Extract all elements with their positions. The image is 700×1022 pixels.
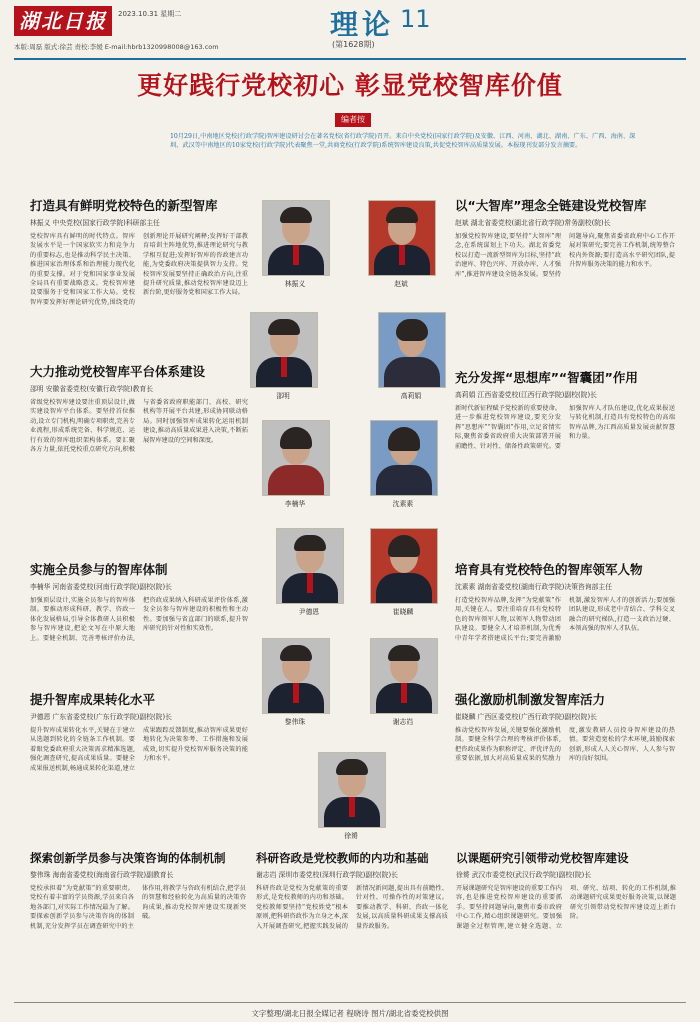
article-byline: 林振义 中央党校(国家行政学院)科研部主任 <box>30 219 160 227</box>
article-body: 推动党校智库发展,关键要强化激励机制。要健全科学合理的考核评价体系,把咨政成果作为职称评定、评优评先的重要依据,加大对高质量成果的奖励力度,激发教研人员投身智库建设的热情。要营造宽松的学术环境,鼓励探索创新,形成人人关心智库、人人参与智库的良好氛围。 <box>455 727 675 763</box>
main-headline: 更好践行党校初心 彰显党校智库价值 <box>137 71 563 100</box>
article-body: 提升智库成果转化水平,关键在于建立从选题到转化的全链条工作机制。要着眼党委政府重大决策需求精准选题,强化调查研究,提高成果质量。要健全成果报送机制,畅通成果转化渠道,建立成果跟踪反馈制度,推动智库成果更好地转化为决策参考、工作措施和发展成效,切实提升党校智库服务决策的能力和水平。 <box>30 727 248 772</box>
article-title: 强化激励机制激发智库活力 <box>455 692 606 707</box>
article-8 <box>455 690 675 840</box>
article-title: 打造具有鲜明党校特色的新型智库 <box>30 198 218 213</box>
portrait-name: 黎伟珠 <box>284 718 306 726</box>
newspaper-logo: 湖北日报 <box>14 6 112 36</box>
issue-number: (第1628期) <box>332 40 375 49</box>
article-byline: 徐赟 武汉市委党校(武汉行政学院)副校(院)长 <box>456 871 592 879</box>
article-9 <box>30 850 246 998</box>
article-body: 省级党校智库建设要注重顶层设计,做实建设智库平台体系。要坚持首位推动,设立专门机构,明确专项职责,完善专业流程,形成系统完备、科学规范、运行有效的智库组织架构体系。要汇聚各方力量,依托党校重点研究方向,积极与省委省政府职能部门、高校、研究机构等开展平台共建,形成协同联动格局。同时加强智库成果转化运用机制建设,推动高质量成果进入决策,不断拓展智库建设的空间和深度。 <box>30 399 248 454</box>
article-byline: 谢志岿 深圳市委党校(深圳行政学院)副校(院)长 <box>256 871 398 879</box>
article-6 <box>455 368 675 540</box>
portrait-photo <box>250 312 318 388</box>
article-4 <box>30 690 248 840</box>
article-2 <box>30 362 248 527</box>
masthead <box>0 0 700 64</box>
section-title: 理论 <box>330 8 395 41</box>
footer-credits: 文字整理/湖北日报全媒记者 程晓诗 图片/湖北省委党校供图 <box>251 1009 449 1018</box>
portrait-photo <box>262 200 330 276</box>
portrait-name: 沈素素 <box>392 500 414 508</box>
article-3 <box>30 560 248 680</box>
article-title: 培育具有党校特色的智库领军人物 <box>455 562 643 577</box>
article-title: 充分发挥“思想库”“智囊团”作用 <box>455 370 638 385</box>
portrait-name: 林振义 <box>284 280 306 288</box>
portrait-photo <box>370 528 438 604</box>
article-byline: 邵明 安徽省委党校(安徽行政学院)教育长 <box>30 385 154 393</box>
portrait-name: 高莉娟 <box>400 392 422 400</box>
article-byline: 沈素素 湖南省委党校(湖南行政学院)决策咨询部主任 <box>455 583 612 591</box>
portrait-photo <box>262 420 330 496</box>
article-body: 打造党校智库品牌,发挥“为党献策”作用,关键在人。要注重培育具有党校特色的智库领军人物,以领军人物带动团队建设。要健全人才培养机制,为优秀中青年学者搭建成长平台;要完善激励机制,激发智库人才的创新活力;要加强团队建设,形成老中青结合、学科交叉融合的研究梯队,打造一支政治过硬、本领高强的智库人才队伍。 <box>455 597 675 642</box>
portrait-photo <box>370 638 438 714</box>
article-title: 大力推动党校智库平台体系建设 <box>30 364 206 379</box>
masthead-rule <box>14 58 686 60</box>
article-body: 开展课题研究是智库建设的重要工作内容,也是推进党校智库建设的重要抓手。要坚持问题导向,聚焦市委市政府中心工作,精心组织课题研究。要加强课题全过程管理,建立健全选题、立项、研究、结项、转化的工作机制,推动课题研究成果更好服务决策,以课题研究引领带动党校智库建设迈上新台阶。 <box>456 885 676 930</box>
issue-date: 2023.10.31 星期二 <box>118 10 182 18</box>
article-7 <box>455 560 675 690</box>
portrait-name: 崔晓麟 <box>392 608 414 616</box>
article-byline: 尹德恩 广东省委党校(广东行政学院)副校(院)长 <box>30 713 172 721</box>
article-5 <box>455 196 675 364</box>
article-title: 以“大智库”理念全链建设党校智库 <box>455 198 647 213</box>
footer-rule <box>14 1002 686 1003</box>
portrait-name: 尹德恩 <box>298 608 320 616</box>
article-body: 新时代新征程赋予党校新的重要使命。进一步推进党校智库建设,要充分发挥“思想库”“智囊团”作用,立足省情实际,聚焦省委省政府重大决策部署开展前瞻性、针对性、储备性政策研究。要加强智库人才队伍建设,优化成果报送与转化机制,打造具有党校特色的高端智库品牌,为江西高质量发展贡献智慧和力量。 <box>455 405 675 450</box>
page-number: 11 <box>400 5 431 33</box>
portrait-name: 李楠华 <box>284 500 306 508</box>
portrait-photo <box>262 638 330 714</box>
article-10 <box>256 850 448 998</box>
article-title: 以课题研究引领带动党校智库建设 <box>456 851 629 865</box>
article-byline: 崔晓麟 广西区委党校(广西行政学院)副校(院)长 <box>455 713 597 721</box>
editor-note-text: 10月29日,中南地区党校(行政学院)智库建设研讨会在著名党校(省行政学院)召开。来自中央党校(国家行政学院)及安徽、江西、河南、湖北、湖南、广东、广西、海南、深圳、武汉等中南地区的10家党校(行政学院)代表聚焦一堂,共商党校(行政学院)系统智库建设良策,共促党校智库高质量发展。本报现刊发部分发言摘要。 <box>170 133 636 150</box>
article-body: 科研咨政是党校为党献策的重要形式,是党校教师的内功和基础。党校教师要坚持“党校姓党”根本原则,把科研咨政作为立身之本,深入开展调查研究,把握实践发展的新情况新问题,提出具有前瞻性、针对性、可操作性的对策建议。要推动教学、科研、咨政一体化发展,以高质量科研成果支撑高质量咨政服务。 <box>256 885 448 930</box>
portrait-photo <box>276 528 344 604</box>
portrait-name: 谢志岿 <box>392 718 414 726</box>
portrait-name: 邵明 <box>276 392 290 400</box>
editor-note-badge: 编者按 <box>335 113 371 127</box>
article-body: 加强党校智库建设,要坚持“大智库”理念,在系统谋划上下功夫。湖北省委党校以打造一流新型智库为目标,坚持“政治建库、特色兴库、开放办库、人才强库”,推进智库建设全链条发展。要坚持问题导向,聚焦省委省政府中心工作开展对策研究;要完善工作机制,统筹整合校内外资源;要打造高水平研究团队,提升智库服务决策的能力和水平。 <box>455 233 675 278</box>
portrait-name: 徐赟 <box>344 832 358 840</box>
article-title: 科研咨政是党校教师的内功和基础 <box>256 851 429 865</box>
portrait-photo <box>378 312 446 388</box>
portrait-photo <box>370 420 438 496</box>
article-1 <box>30 196 248 346</box>
article-byline: 李楠华 河南省委党校(河南行政学院)副校(院)长 <box>30 583 172 591</box>
portrait-photo <box>368 200 436 276</box>
article-byline: 高莉娟 江西省委党校(江西行政学院)副校(院)长 <box>455 391 597 399</box>
article-byline: 赵斌 湖北省委党校(湖北省行政学院)常务副校(院)长 <box>455 219 611 227</box>
article-title: 实施全员参与的智库体制 <box>30 562 168 577</box>
article-byline: 黎伟珠 海南省委党校(海南省行政学院)副教育长 <box>30 871 174 879</box>
article-title: 探索创新学员参与决策咨询的体制机制 <box>30 851 226 865</box>
editor-credits: 本版:周磊 版式:徐芸 责校:李媛 E-mail:hbrb1320998008@163.com <box>14 43 219 51</box>
article-11 <box>456 850 676 998</box>
article-body: 加强顶层设计,实施全员参与的智库体制。要推动形成科研、教学、咨政一体化发展格局,引导全体教研人员积极参与智库建设,把论文写在中原大地上。要健全机制、完善考核评价办法,把咨政成果纳入科研成果评价体系,激发全员参与智库建设的积极性和主动性。要加强与省直部门的联系,提升智库研究的针对性和实效性。 <box>30 597 248 642</box>
article-title: 提升智库成果转化水平 <box>30 692 156 707</box>
portrait-photo <box>318 752 386 828</box>
article-body: 党校智库具有鲜明的时代特点。智库发展水平是一个国家软实力和竞争力的重要标志,也是推动科学民主决策、推进国家治理体系和治理能力现代化的重要支撑。对于党和国家事业发展全局具有重要战略意义。党校智库建设要服务于党和国家工作大局。党校智库要发挥好理论研究优势,围绕党的创新理论开展研究阐释;发挥好干部教育培训主阵地优势,推进理论研究与教学相互促进;发挥好智库的咨政建言功能,为党委政府决策提供智力支持。党校智库发展要坚持正确政治方向,注重提升研究质量,推动党校智库建设迈上新台阶,更好服务党和国家工作大局。 <box>30 233 248 306</box>
portrait-name: 赵斌 <box>394 280 408 288</box>
article-body: 党校承担着“为党献策”的重要职责。党校有着丰富的学员资源,学员来自各地各部门,对实际工作情况最为了解。要探索创新学员参与决策咨询的体制机制,充分发挥学员在调查研究中的主体作用,将教学与咨政有机结合,把学员的智慧和经验转化为高质量的决策咨询成果,推动党校智库建设实现新突破。 <box>30 885 246 930</box>
